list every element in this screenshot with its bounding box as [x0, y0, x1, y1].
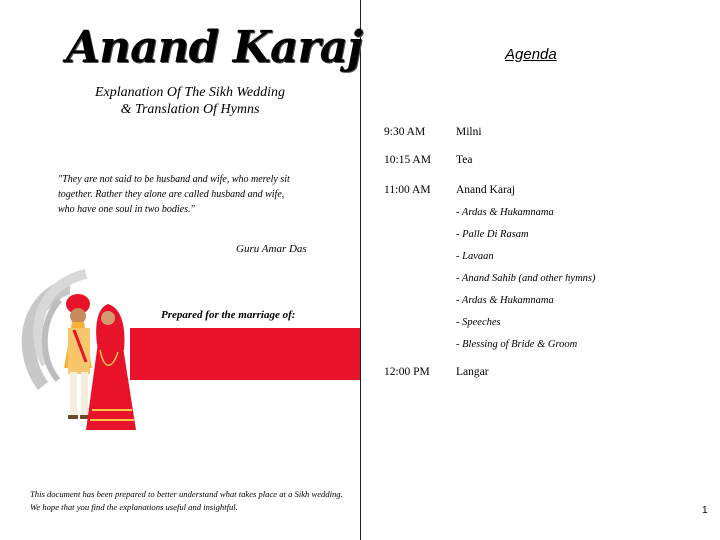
subtitle-line-2: & Translation Of Hymns [120, 102, 260, 117]
ceremony-step: - Lavaan [456, 251, 494, 262]
agenda-time: 10:15 AM [384, 154, 431, 166]
quote-attribution: Guru Amar Das [236, 243, 307, 255]
ceremony-step: - Speeches [456, 317, 501, 328]
footer-note: This document has been prepared to better understand what takes place at a Sikh wedding. We hope that you find the explanations useful and insightful. [30, 489, 343, 512]
agenda-event: Anand Karaj [456, 184, 516, 196]
document-title: Anand Karaj [66, 22, 363, 73]
agenda-event: Tea [456, 154, 473, 166]
bride-figure [86, 304, 136, 430]
agenda-time: 11:00 AM [384, 184, 431, 196]
page-number: 1 [702, 505, 708, 516]
ceremony-step: - Anand Sahib (and other hymns) [456, 273, 596, 284]
document-subtitle [40, 84, 340, 118]
ceremony-step: - Palle Di Rasam [456, 229, 529, 240]
page-divider [360, 0, 361, 540]
subtitle-line-1: Explanation Of The Sikh Wedding [94, 85, 286, 100]
groom-figure [64, 294, 92, 419]
agenda-heading: Agenda [505, 46, 557, 63]
prepared-for-label: Prepared for the marriage of: [161, 309, 296, 321]
agenda-time: 9:30 AM [384, 126, 426, 138]
ceremony-step: - Ardas & Hukamnama [456, 295, 554, 306]
agenda-time: 12:00 PM [384, 366, 430, 378]
ceremony-step: - Blessing of Bride & Groom [456, 339, 578, 350]
couple-illustration [0, 260, 200, 470]
agenda-event: Langar [456, 366, 489, 378]
ceremony-step: - Ardas & Hukamnama [456, 207, 554, 218]
agenda-event: Milni [456, 126, 482, 138]
quote-text: "They are not said to be husband and wife, who merely sit together. Rather they alone are called husband and wife, who have one soul in two bodies." [58, 174, 290, 215]
